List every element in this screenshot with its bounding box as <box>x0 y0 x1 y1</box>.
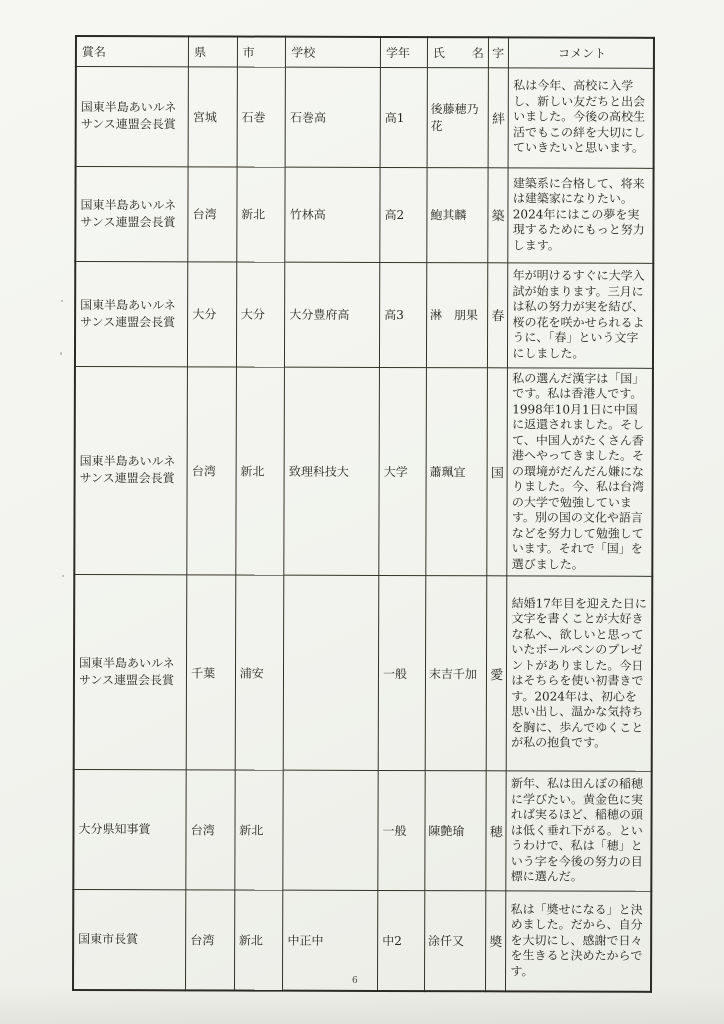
award-cell: 大分県知事賞 <box>73 769 186 889</box>
award-cell: 国東半島あいルネサンス連盟会長賞 <box>76 66 189 166</box>
kanji-cell: 愛 <box>486 576 507 771</box>
name-cell: 蕭珮宜 <box>426 367 488 576</box>
name-cell: 陳艶瑜 <box>425 771 487 891</box>
city-cell: 大分 <box>236 262 285 367</box>
grade-column-header: 学年 <box>380 37 427 67</box>
table-row <box>76 66 654 168</box>
prefecture-cell: 千葉 <box>186 575 235 770</box>
prefecture-cell: 台湾 <box>186 890 235 990</box>
comment-cell: 結婚17年目を迎えた日に文字を書くことが大好きな私へ、欲しいと思っていたボールペンのプレゼントがありました。今日はそちらを使い初書きです。2024年は、初心を思い出し、温かな気持ちを胸に、歩んでゆくことが私の抱負です。 <box>507 576 653 771</box>
grade-cell: 中2 <box>378 890 425 990</box>
prefecture-cell: 宮城 <box>188 66 237 166</box>
school-column-header: 学校 <box>286 37 381 67</box>
table-row <box>73 769 651 891</box>
comment-cell: 私の選んだ漢字は「国」です。私は香港人です。1998年10月1日に中国に返還されました。そして、中国人がたくさん香港へやってきました。その環境がだんだん嫌になりました。今、私は台湾の大学で勉強しています。別の国の文化や語言などを努力して勉強しています。それで「国」を選びました。 <box>507 367 653 576</box>
kanji-cell: 国 <box>487 367 508 576</box>
kanji-cell: 穂 <box>486 771 507 891</box>
school-cell <box>283 770 378 890</box>
city-cell: 新北 <box>237 167 286 262</box>
table-header-row <box>76 36 654 68</box>
comment-cell: 年が明けるすぐに大学入試が始まります。三月には私の努力が実を結び、桜の花を咲かせられるように、「春」という文字にしました。 <box>508 262 653 367</box>
comment-cell: 私は今年、高校に入学し、新しい友だちと出会いました。今後の高校生活でもこの絆を大切にしていきたいと思います。 <box>508 67 653 167</box>
name-column-header: 氏 名 <box>427 37 488 67</box>
grade-cell: 高3 <box>380 262 427 367</box>
prefecture-column-header: 県 <box>189 36 238 66</box>
award-cell: 国東半島あいルネサンス連盟会長賞 <box>74 366 187 575</box>
city-cell: 新北 <box>236 367 285 576</box>
school-cell: 石巻高 <box>285 67 380 167</box>
kanji-cell: 絆 <box>488 67 509 167</box>
kanji-cell: 春 <box>488 262 509 367</box>
table-body <box>73 66 654 991</box>
name-cell: 涂仟又 <box>424 891 486 991</box>
scan-speckle <box>61 300 63 302</box>
prefecture-cell: 台湾 <box>188 166 237 261</box>
city-column-header: 市 <box>237 37 286 67</box>
grade-cell: 高2 <box>380 167 427 262</box>
page-number: 6 <box>352 976 358 986</box>
school-cell: 竹林高 <box>285 167 380 262</box>
comment-column-header: コメント <box>509 37 654 67</box>
comment-cell: 私は「奬せになる」と決めました。だから、自分を大切にし、感謝で日々を生きると決めたからです。 <box>506 891 651 991</box>
comment-cell: 建築系に合格して、将来は建築家になりたい。2024年にはこの夢を実現するためにもっと努力します。 <box>508 167 653 262</box>
grade-cell: 一般 <box>378 770 425 890</box>
name-cell: 淋 朋果 <box>426 262 488 367</box>
award-results-table <box>72 35 655 992</box>
kanji-column-header: 字 <box>489 37 509 67</box>
table-row <box>75 261 653 368</box>
kanji-cell: 奬 <box>486 891 507 991</box>
award-cell: 国東半島あいルネサンス連盟会長賞 <box>75 166 188 261</box>
prefecture-cell: 台湾 <box>186 770 235 890</box>
name-cell: 鮑其麟 <box>427 167 489 262</box>
table-row <box>74 366 653 576</box>
school-cell: 中正中 <box>283 890 378 990</box>
scan-speckle <box>60 352 62 355</box>
award-column-header: 賞名 <box>76 36 189 66</box>
city-cell: 浦安 <box>235 575 284 770</box>
table-row <box>75 166 653 263</box>
city-cell: 新北 <box>234 890 283 990</box>
scan-speckle <box>62 575 64 577</box>
school-cell: 大分豊府高 <box>285 262 380 367</box>
name-cell: 末吉千加 <box>425 576 487 771</box>
table-row <box>73 889 651 991</box>
city-cell: 新北 <box>235 770 284 890</box>
school-cell: 致理科技大 <box>284 367 379 576</box>
grade-cell: 一般 <box>378 575 425 770</box>
table-row <box>74 575 653 772</box>
award-cell: 国東半島あいルネサンス連盟会長賞 <box>74 575 187 770</box>
school-cell <box>283 575 378 770</box>
kanji-cell: 築 <box>488 167 509 262</box>
prefecture-cell: 大分 <box>188 261 237 366</box>
name-cell: 後藤穂乃花 <box>427 67 489 167</box>
prefecture-cell: 台湾 <box>187 366 236 575</box>
grade-cell: 高1 <box>380 67 427 167</box>
award-cell: 国東半島あいルネサンス連盟会長賞 <box>75 261 188 366</box>
grade-cell: 大学 <box>379 367 426 576</box>
comment-cell: 新年、私は田んぼの稲穂に学びたい。黄金色に実れば実るほど、稲穂の頭は低く垂れ下がる。というわけで、私は「穂」という字を今後の努力の目標に選んだ。 <box>506 771 652 891</box>
award-cell: 国東市長賞 <box>73 889 186 989</box>
city-cell: 石巻 <box>237 67 286 167</box>
